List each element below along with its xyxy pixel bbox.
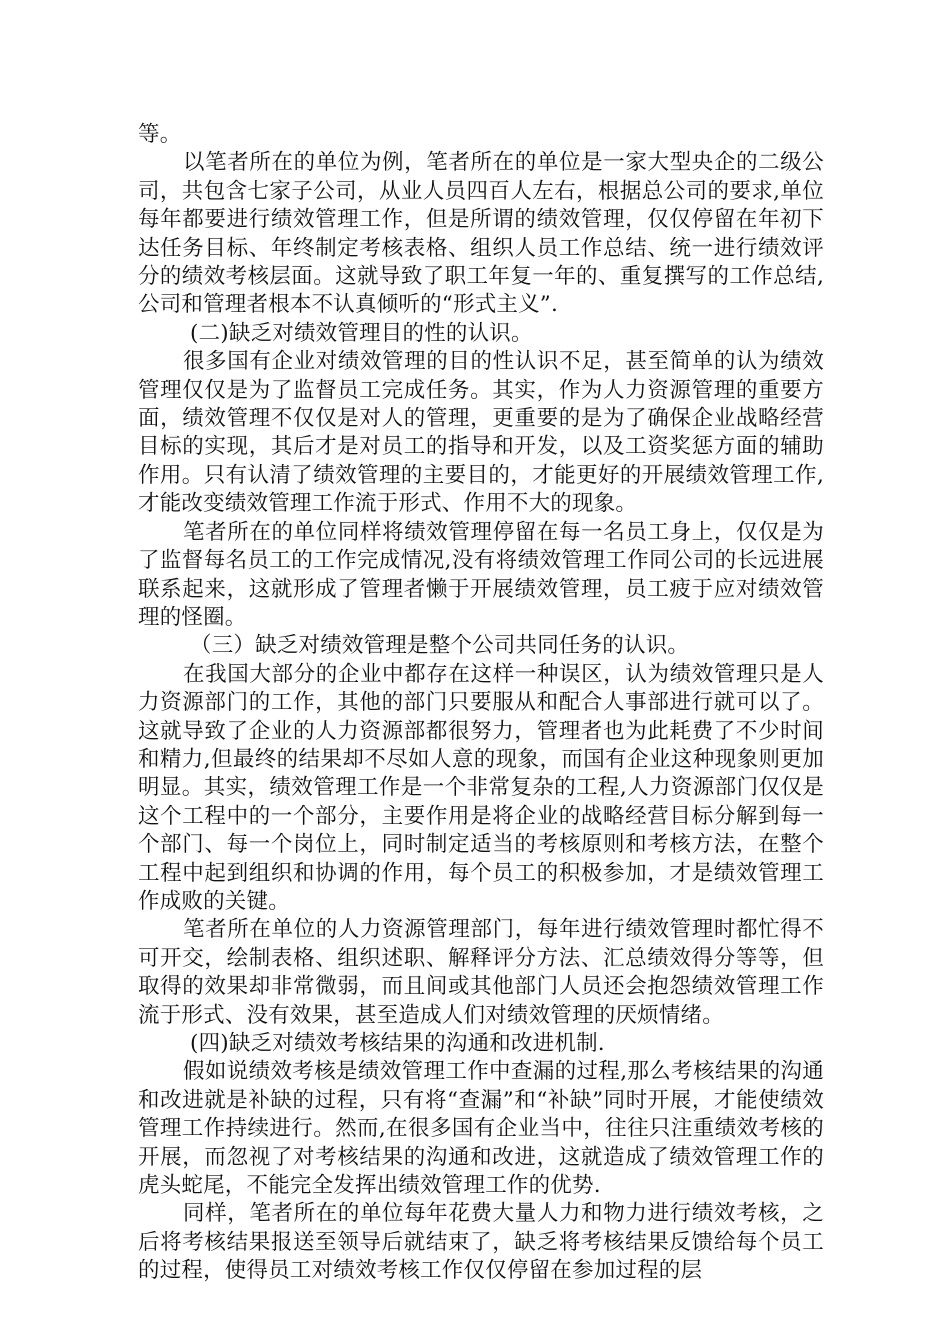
paragraph-shared-task: 在我国大部分的企业中都存在这样一种误区，认为绩效管理只是人力资源部门的工作，其他的部门只要服从和配合人事部进行就可以了。这就导致了企业的人力资源部都很努力，管理者也为此耗费了不少时间和精力,但最终的结果却不尽如人意的现象，而国有企业这种现象则更加明显。其实，绩效管理工作是一个非常复杂的工程,人力资源部门仅仅是这个工程中的一个部分，主要作用是将企业的战略经营目标分解到每一个部门、每一个岗位上，同时制定适当的考核原则和考核方法，在整个工程中起到组织和协调的作用，每个员工的积极参加，才是绩效管理工作成败的关键。 [138,661,824,914]
paragraph-feedback: 假如说绩效考核是绩效管理工作中查漏的过程,那么考核结果的沟通和改进就是补缺的过程，只有将“查漏”和“补缺”同时开展，才能使绩效管理工作持续进行。然而,在很多国有企业当中，往往只注重绩效考核的开展，而忽视了对考核结果的沟通和改进，这就造成了绩效管理工作的虎头蛇尾，不能完全发挥出绩效管理工作的优势. [138,1059,824,1199]
paragraph-purpose-example: 笔者所在的单位同样将绩效管理停留在每一名员工身上，仅仅是为了监督每名员工的工作完成情况,没有将绩效管理工作同公司的长远进展联系起来，这就形成了管理者懒于开展绩效管理，员工疲于应对绩效管理的怪圈。 [138,519,824,630]
section-heading-2: (二)缺乏对绩效管理目的性的认识。 [190,320,533,346]
paragraph-continuation: 等。 [138,122,182,147]
section-heading-4: (四)缺乏对绩效考核结果的沟通和改进机制. [190,1031,605,1056]
paragraph-example-unit: 以笔者所在的单位为例，笔者所在的单位是一家大型央企的二级公司，共包含七家子公司，从业人员四百人左右，根据总公司的要求,单位每年都要进行绩效管理工作，但是所谓的绩效管理，仅仅停留在年初下达任务目标、年终制定考核表格、组织人员工作总结、统一进行绩效评分的绩效考核层面。这就导致了职工年复一年的、重复撰写的工作总结,公司和管理者根本不认真倾听的“形式主义”. [138,150,824,318]
document-body [138,121,824,1286]
paragraph-shared-task-example: 笔者所在单位的人力资源管理部门，每年进行绩效管理时都忙得不可开交，绘制表格、组织述职、解释评分方法、汇总绩效得分等等，但取得的效果却非常微弱，而且间或其他部门人员还会抱怨绩效管理工作流于形式、没有效果，甚至造成人们对绩效管理的厌烦情绪。 [138,917,824,1028]
paragraph-purpose: 很多国有企业对绩效管理的目的性认识不足，甚至简单的认为绩效管理仅仅是为了监督员工完成任务。其实，作为人力资源管理的重要方面，绩效管理不仅仅是对人的管理，更重要的是为了确保企业战略经营目标的实现，其后才是对员工的指导和开发，以及工资奖惩方面的辅助作用。只有认清了绩效管理的主要目的，才能更好的开展绩效管理工作,才能改变绩效管理工作流于形式、作用不大的现象。 [138,349,824,517]
paragraph-feedback-example: 同样，笔者所在的单位每年花费大量人力和物力进行绩效考核，之后将考核结果报送至领导后就结束了，缺乏将考核结果反馈给每个员工的过程，使得员工对绩效考核工作仅仅停留在参加过程的层 [138,1201,824,1284]
section-heading-3: （三）缺乏对绩效管理是整个公司共同任务的认识。 [190,633,690,659]
